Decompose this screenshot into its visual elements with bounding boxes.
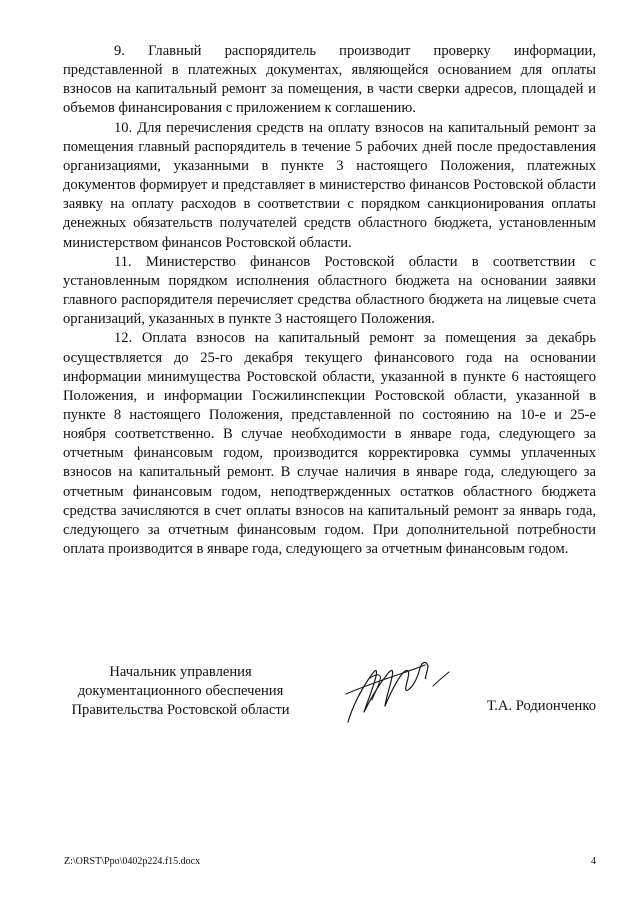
- file-path: Z:\ORST\Ppo\0402p224.f15.docx: [64, 856, 201, 867]
- paragraph-10: 10. Для перечисления средств на оплату взносов на капитальный ремонт за помещения главный распорядитель в течение 5 рабочих дней после предоставления организациями, указанными в пункте 3 настоящего Положения, платежных документов формирует и представляет в министерство финансов Ростовской области заявку на оплату расходов в соответствии с порядком санкционирования оплаты денежных обязательств получателей средств областного бюджета, установленным министерством финансов Ростовской области.: [63, 119, 596, 251]
- paragraph-9: 9. Главный распорядитель производит проверку информации, представленной в платежных документах, являющейся основанием для оплаты взносов на капитальный ремонт за помещения, в части сверки адресов, площадей и объемов финансирования с приложением к соглашению.: [63, 43, 596, 117]
- signer-name: Т.А. Родионченко: [486, 698, 596, 714]
- page-number: 4: [591, 856, 596, 867]
- position-line: Начальник управления: [109, 664, 252, 680]
- paragraph-12: 12. Оплата взносов на капитальный ремонт за помещения за декабрь осуществляется до 25-го декабря текущего финансового года на основании информации минимущества Ростовской области, указанной в пункте 6 настоящего Положения, и информации Госжилинспекции Ростовской области, указанной в пункте 8 настоящего Положения, представленной по состоянию на 10-е и 25-е ноября соответственно. В случае необходимости в январе года, следующего за отчетным финансовым годом, производится корректировка суммы уплаченных взносов на капитальный ремонт. В случае наличия в январе года, следующего за отчетным финансовым годом, неподтвержденных остатков областного бюджета средства зачисляются в счет оплаты взносов на капитальный ремонт за январь года, следующего за отчетным финансовым годом. При дополнительной потребности оплата производится в январе года, следующего за отчетным финансовым годом.: [63, 330, 596, 558]
- paragraph-11: 11. Министерство финансов Ростовской области в соответствии с установленным порядком исполнения областного бюджета на основании заявки главного распорядителя перечисляет средства областного бюджета на лицевые счета организаций, указанных в пункте 3 настоящего Положения.: [63, 253, 596, 328]
- position-line: Правительства Ростовской области: [71, 702, 290, 718]
- document-body: [63, 42, 596, 559]
- handwritten-signature: [330, 650, 455, 730]
- position-line: документационного обеспечения: [77, 683, 284, 699]
- signatory-position: [64, 663, 297, 720]
